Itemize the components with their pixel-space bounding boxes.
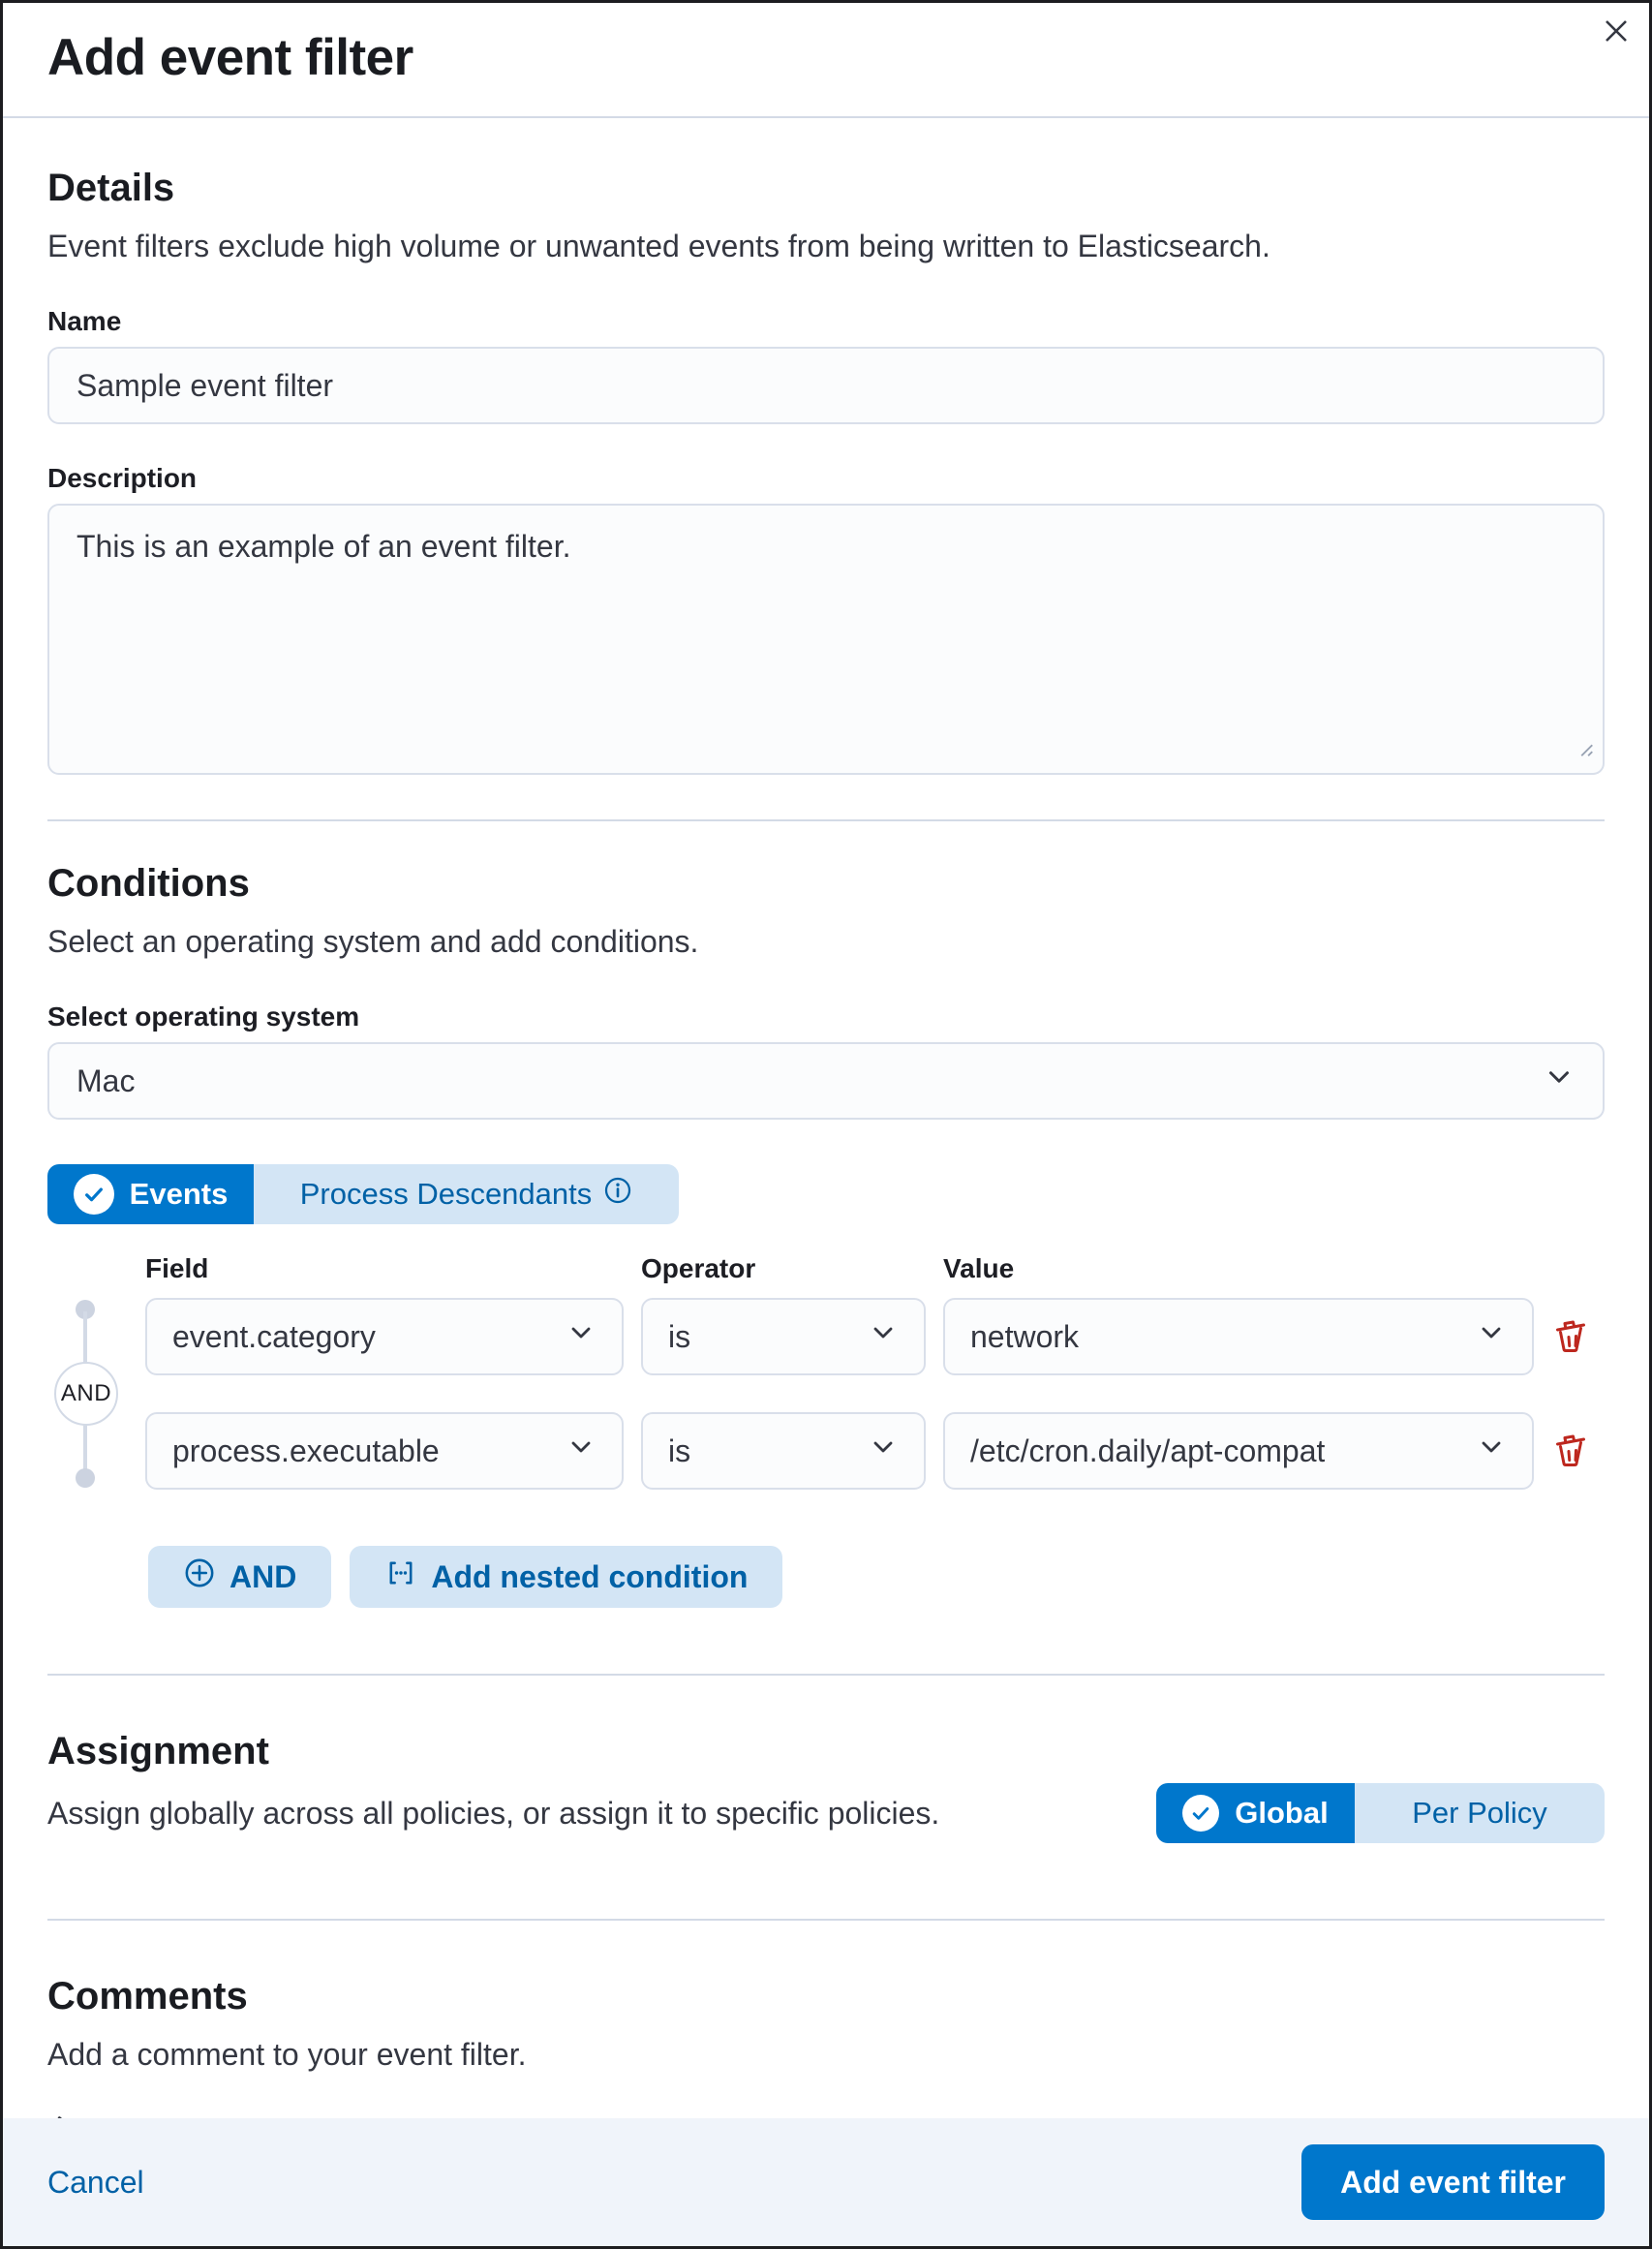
- field-select-value: event.category: [172, 1318, 376, 1354]
- add-and-condition-button[interactable]: [148, 1546, 331, 1608]
- modal-body: [3, 118, 1649, 2118]
- chevron-down-icon: [566, 1432, 597, 1470]
- field-select[interactable]: [145, 1298, 624, 1375]
- divider: [47, 819, 1605, 821]
- os-select[interactable]: [47, 1042, 1605, 1120]
- assignment-heading: Assignment: [47, 1730, 269, 1773]
- value-column-label: Value: [943, 1253, 1015, 1284]
- operator-select[interactable]: [641, 1412, 926, 1490]
- info-icon[interactable]: [603, 1176, 632, 1213]
- assignment-subtitle: Assign globally across all policies, or assign it to specific policies.: [47, 1795, 940, 1831]
- value-select-value: network: [970, 1318, 1080, 1354]
- conditions-heading: Conditions: [47, 862, 250, 906]
- condition-actions: [148, 1546, 1605, 1608]
- condition-column-headers: [47, 1253, 1605, 1284]
- toggle-per-policy-label: Per Policy: [1412, 1796, 1547, 1831]
- comments-expand-button[interactable]: [47, 2111, 82, 2118]
- description-field-wrap: [47, 504, 1605, 775]
- name-input[interactable]: [47, 347, 1605, 424]
- field-select[interactable]: [145, 1412, 624, 1490]
- and-connector-label: AND: [54, 1362, 118, 1426]
- assignment-row: [47, 1783, 1605, 1843]
- toggle-per-policy[interactable]: [1355, 1783, 1605, 1843]
- nested-condition-icon: [384, 1556, 417, 1597]
- add-event-filter-button[interactable]: Add event filter: [1301, 2144, 1605, 2220]
- tab-process-descendants[interactable]: [254, 1164, 679, 1224]
- chevron-down-icon: [566, 1317, 597, 1356]
- field-select-value: process.executable: [172, 1433, 440, 1468]
- plus-circle-icon: [183, 1556, 216, 1597]
- connector-dot: [76, 1468, 95, 1488]
- divider: [47, 1674, 1605, 1676]
- assignment-toggle: [1156, 1783, 1605, 1843]
- condition-type-toggle: [47, 1164, 679, 1224]
- close-button[interactable]: [1589, 5, 1643, 59]
- modal-footer: [3, 2118, 1649, 2246]
- delete-condition-button[interactable]: [1551, 1316, 1590, 1358]
- value-select-value: /etc/cron.daily/apt-compat: [970, 1433, 1326, 1468]
- operator-select-value: is: [668, 1433, 691, 1468]
- trash-icon: [1551, 1458, 1590, 1472]
- add-nested-condition-button[interactable]: [350, 1546, 782, 1608]
- check-icon: [74, 1174, 114, 1215]
- tab-events-label: Events: [129, 1177, 229, 1212]
- description-label: Description: [47, 463, 198, 494]
- divider: [47, 1919, 1605, 1921]
- add-nested-condition-label: Add nested condition: [431, 1558, 749, 1594]
- description-textarea[interactable]: [47, 504, 1605, 775]
- check-icon: [1182, 1795, 1219, 1832]
- toggle-global-label: Global: [1235, 1796, 1329, 1831]
- chevron-down-icon: [1543, 1061, 1576, 1101]
- add-and-condition-label: AND: [229, 1558, 297, 1594]
- os-select-value: Mac: [76, 1063, 136, 1098]
- modal-header: [3, 3, 1649, 118]
- details-description: Event filters exclude high volume or unwanted events from being written to Elasticsearch.: [47, 229, 1270, 263]
- delete-condition-button[interactable]: [1551, 1431, 1590, 1472]
- name-label: Name: [47, 306, 122, 337]
- chevron-down-icon: [1476, 1432, 1507, 1470]
- chevron-down-icon: [868, 1317, 899, 1356]
- operator-column-label: Operator: [641, 1253, 756, 1284]
- and-connector: [47, 1298, 128, 1490]
- tab-events[interactable]: [47, 1164, 254, 1224]
- close-icon: [1601, 15, 1632, 49]
- field-column-label: Field: [145, 1253, 209, 1284]
- trash-icon: [1551, 1343, 1590, 1358]
- toggle-global[interactable]: [1156, 1783, 1355, 1843]
- value-select[interactable]: [943, 1412, 1534, 1490]
- operator-select[interactable]: [641, 1298, 926, 1375]
- resize-handle-icon[interactable]: [1574, 737, 1595, 763]
- value-select[interactable]: [943, 1298, 1534, 1375]
- operator-select-value: is: [668, 1318, 691, 1354]
- page-title: Add event filter: [47, 29, 413, 86]
- conditions-subtitle: Select an operating system and add conditions.: [47, 924, 699, 960]
- details-heading: Details: [47, 167, 175, 209]
- tab-process-descendants-label: Process Descendants: [299, 1177, 593, 1212]
- chevron-down-icon: [868, 1432, 899, 1470]
- condition-rows: [47, 1298, 1605, 1490]
- comments-subtitle: Add a comment to your event filter.: [47, 2037, 527, 2073]
- chevron-down-icon: [1476, 1317, 1507, 1356]
- cancel-button[interactable]: Cancel: [47, 2164, 144, 2200]
- os-select-label: Select operating system: [47, 1001, 360, 1032]
- comments-heading: Comments: [47, 1975, 248, 2018]
